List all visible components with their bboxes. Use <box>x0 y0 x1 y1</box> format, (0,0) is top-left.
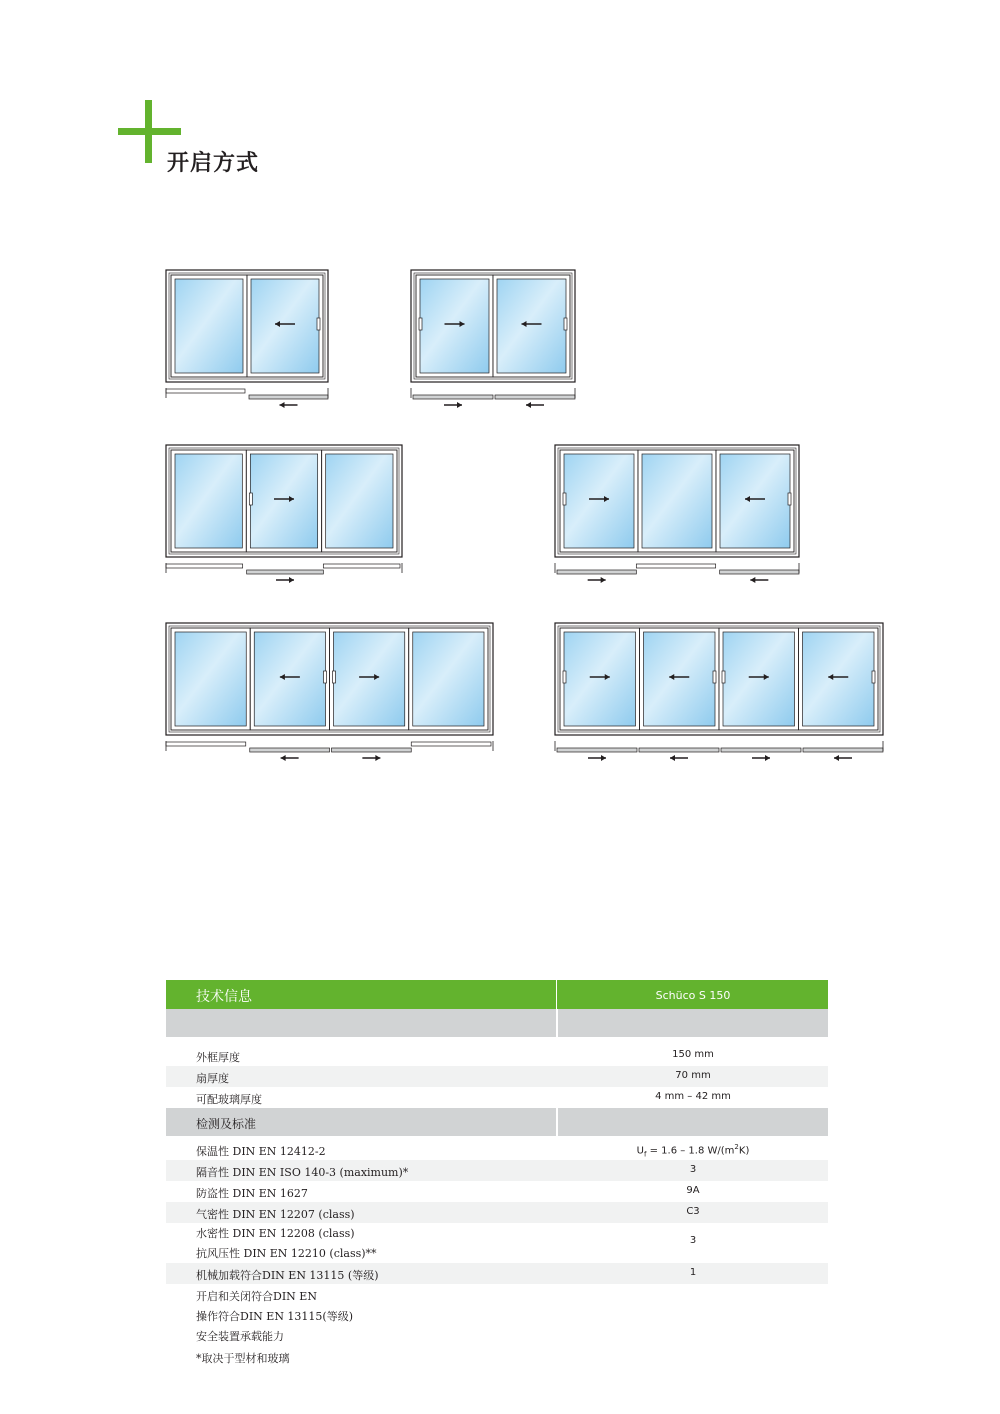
handle-icon <box>333 671 336 683</box>
row-label: 安全装置承载能力 <box>196 1330 284 1343</box>
list-item <box>166 1284 828 1304</box>
table-row <box>166 1066 828 1087</box>
group-title: 检测及标准 <box>196 1117 257 1131</box>
track-strip <box>411 742 491 746</box>
table-row <box>166 1160 828 1181</box>
handle-icon <box>563 493 566 505</box>
glass-pane <box>250 454 317 548</box>
handle-icon <box>317 318 320 330</box>
glass-pane <box>334 632 405 726</box>
glass-pane <box>642 454 712 548</box>
group-band-testing <box>166 1108 828 1136</box>
row-value: C3 <box>686 1206 700 1217</box>
glass-pane <box>564 632 636 726</box>
track-strip <box>495 395 575 399</box>
arrow-head-icon <box>670 755 675 761</box>
row-label: 可配玻璃厚度 <box>196 1093 262 1106</box>
handle-icon <box>564 318 567 330</box>
group-band <box>166 1009 828 1037</box>
track-strip <box>323 564 400 568</box>
glass-pane <box>564 454 634 548</box>
track-strip <box>166 564 243 568</box>
table-header-title: 技术信息 <box>196 989 252 1005</box>
track-strip <box>720 570 799 574</box>
table-row <box>166 1202 828 1223</box>
glass-pane <box>420 279 489 373</box>
glass-pane <box>644 632 716 726</box>
row-label: 机械加载符合DIN EN 13115 (等级) <box>196 1269 379 1282</box>
track-strip <box>250 748 330 752</box>
row-value: 70 mm <box>675 1070 711 1081</box>
handle-icon <box>713 671 716 683</box>
arrow-head-icon <box>834 755 839 761</box>
arrow-head-icon <box>280 402 285 408</box>
arrow-head-icon <box>601 577 606 583</box>
row-value: 4 mm – 42 mm <box>655 1091 731 1102</box>
track-strip <box>166 389 245 393</box>
glass-pane <box>803 632 875 726</box>
arrow-head-icon <box>765 755 770 761</box>
handle-icon <box>788 493 791 505</box>
glass-pane <box>326 454 393 548</box>
table-header <box>166 980 828 1009</box>
track-strip <box>557 570 636 574</box>
glass-pane <box>175 279 243 373</box>
arrow-head-icon <box>375 755 380 761</box>
table-row <box>166 1139 828 1160</box>
header-divider <box>556 980 557 1009</box>
row-value: 3 <box>689 1235 697 1246</box>
row-label: 水密性 DIN EN 12208 (class) <box>196 1227 355 1240</box>
track-strip <box>249 395 328 399</box>
handle-icon <box>872 671 875 683</box>
glass-pane <box>254 632 325 726</box>
row-label: 扇厚度 <box>196 1072 229 1085</box>
arrow-head-icon <box>601 755 606 761</box>
technical-info-table <box>166 980 828 1344</box>
row-label: 保温性 DIN EN 12412-2 <box>196 1145 326 1158</box>
row-label: 隔音性 DIN EN ISO 140-3 (maximum)* <box>196 1166 409 1179</box>
arrow-head-icon <box>289 577 294 583</box>
arrow-head-icon <box>457 402 462 408</box>
glass-pane <box>497 279 566 373</box>
handle-icon <box>563 671 566 683</box>
track-strip <box>166 742 246 746</box>
glass-pane <box>720 454 790 548</box>
footnote: *取决于型材和玻璃 <box>196 1352 290 1365</box>
row-value: 9A <box>686 1185 700 1196</box>
track-strip <box>247 570 324 574</box>
glass-pane <box>175 454 242 548</box>
row-label: 抗风压性 DIN EN 12210 (class)** <box>196 1247 377 1260</box>
row-label: 操作符合DIN EN 13115(等级) <box>196 1310 354 1323</box>
handle-icon <box>419 318 422 330</box>
track-strip <box>332 748 412 752</box>
glass-pane <box>175 632 246 726</box>
arrow-head-icon <box>281 755 286 761</box>
row-label: 外框厚度 <box>196 1051 240 1064</box>
glass-pane <box>723 632 795 726</box>
arrow-head-icon <box>750 577 755 583</box>
handle-icon <box>722 671 725 683</box>
track-strip <box>413 395 493 399</box>
track-strip <box>557 748 637 752</box>
table-row <box>166 1263 828 1284</box>
track-strip <box>803 748 883 752</box>
table-row <box>166 1087 828 1108</box>
row-label: 气密性 DIN EN 12207 (class) <box>196 1208 355 1221</box>
track-strip <box>639 748 719 752</box>
track-strip <box>721 748 801 752</box>
track-strip <box>636 564 715 568</box>
table-row <box>166 1223 828 1263</box>
handle-icon <box>249 493 252 505</box>
row-label: 开启和关闭符合DIN EN <box>196 1290 317 1303</box>
row-value: 1 <box>689 1267 697 1278</box>
list-item <box>166 1324 828 1344</box>
glass-pane <box>413 632 484 726</box>
handle-icon <box>324 671 327 683</box>
list-item <box>166 1304 828 1324</box>
table-row <box>166 1181 828 1202</box>
section-title: 开启方式 <box>167 151 260 176</box>
glass-pane <box>251 279 319 373</box>
table-row <box>166 1045 828 1066</box>
table-header-product: Schüco S 150 <box>655 989 731 1002</box>
arrow-head-icon <box>526 402 531 408</box>
row-label: 防盗性 DIN EN 1627 <box>196 1187 308 1200</box>
row-value: 150 mm <box>672 1049 714 1060</box>
row-value: 3 <box>689 1164 697 1175</box>
row-value-thermal: $U_f = 1.6 - 1.8$ $W/(m^2K)$ <box>636 1143 750 1159</box>
